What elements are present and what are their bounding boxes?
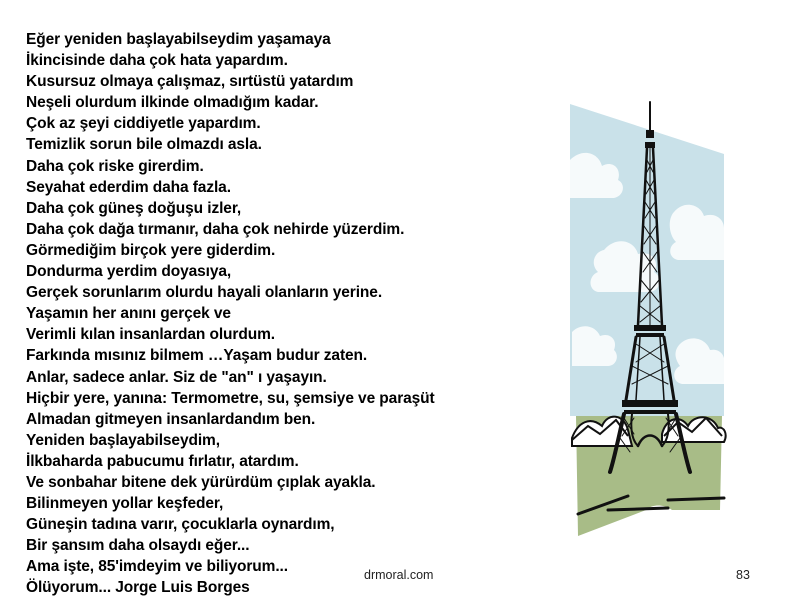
poem-line: Yaşamın her anını gerçek ve	[26, 305, 231, 323]
poem-line: Güneşin tadına varır, çocuklarla oynardım,	[26, 516, 335, 534]
poem-line: Dondurma yerdim doyasıya,	[26, 263, 232, 281]
poem-line: Bilinmeyen yollar keşfeder,	[26, 495, 224, 513]
poem-line: Ama işte, 85'imdeyim ve biliyorum...	[26, 558, 288, 576]
poem-line: Bir şansım daha olsaydı eğer...	[26, 537, 250, 555]
poem-line: Neşeli olurdum ilkinde olmadığım kadar.	[26, 94, 319, 112]
poem-line: Kusursuz olmaya çalışmaz, sırtüstü yatardım	[26, 73, 354, 91]
poem-line: Ve sonbahar bitene dek yürürdüm çıplak ayakla.	[26, 473, 376, 491]
poem-line: İkincisinde daha çok hata yapardım.	[26, 52, 288, 70]
poem-line: Daha çok güneş doğuşu izler,	[26, 199, 242, 217]
poem-line: Seyahat ederdim daha fazla.	[26, 178, 231, 196]
poem-line: Anlar, sadece anlar. Siz de "an" ı yaşayın.	[26, 368, 327, 386]
poem-line: Çok az şeyi ciddiyetle yapardım.	[26, 115, 261, 133]
poem-line: Hiçbir yere, yanına: Termometre, su, şemsiye ve paraşüt	[26, 389, 435, 407]
poem-line: Farkında mısınız bilmem …Yaşam budur zaten.	[26, 347, 368, 365]
poem-line: Gerçek sorunlarım olurdu hayali olanların yerine.	[26, 284, 383, 302]
poem-line: Almadan gitmeyen insanlardandım ben.	[26, 410, 316, 428]
poem-line: Yeniden başlayabilseydim,	[26, 431, 220, 449]
poem-line: Daha çok riske girerdim.	[26, 157, 204, 175]
poem-line: Verimli kılan insanlardan olurdum.	[26, 326, 275, 344]
slide-page-number: 83	[736, 568, 750, 582]
poem-text	[26, 29, 435, 599]
footer-site-name: drmoral.com	[364, 568, 434, 582]
poem-line: Temizlik sorun bile olmazdı asla.	[26, 136, 262, 154]
poem-line: Görmediğim birçok yere giderdim.	[26, 241, 276, 259]
poem-line: Ölüyorum... Jorge Luis Borges	[26, 579, 250, 597]
poem-line: İlkbaharda pabucumu fırlatır, atardım.	[26, 452, 299, 470]
eiffel-tower-icon	[568, 100, 728, 542]
poem-line: Daha çok dağa tırmanır, daha çok nehirde yüzerdim.	[26, 220, 405, 238]
poem-line: Eğer yeniden başlayabilseydim yaşamaya	[26, 31, 331, 48]
